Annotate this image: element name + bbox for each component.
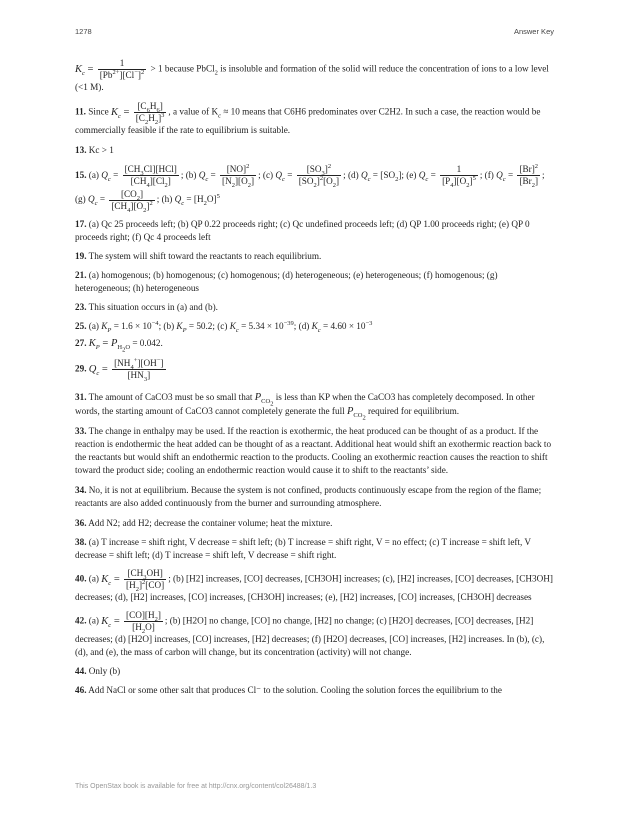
answer-21-number: 21.	[75, 269, 87, 280]
answer-33	[75, 425, 555, 477]
answer-38-number: 38.	[75, 536, 87, 547]
answer-46-number: 46.	[75, 684, 87, 695]
answer-13-number: 13.	[75, 145, 87, 155]
answer-17	[75, 218, 555, 244]
section-title: Answer Key	[513, 27, 554, 36]
answer-34-number: 34.	[75, 484, 87, 495]
answer-29-number: 29.	[75, 363, 87, 374]
answer-25-number: 25.	[75, 320, 87, 331]
answer-9-continuation: $K_c$ = $\frac{1}{[Pb^{2+}][Cl^-]^2}$ > 1 because PbCl$_2$ is insoluble and formation of the solid will reduce the concentration of ions to a low level (<1 M).	[75, 58, 549, 92]
answer-36	[75, 517, 555, 530]
answer-34-text: No, it is not at equilibrium. Because the system is not confined, products continuously escape from the region of the flame; reactants are also added continuously from the burner and surrounding atmosphere.	[75, 484, 542, 508]
answer-44-number: 44.	[75, 665, 87, 676]
answer-13-text: Kc > 1	[88, 145, 114, 155]
kc-fraction-11: $\frac{[C_6H_6]}{[C_2H_2]^3}$	[135, 101, 165, 126]
answer-42-text: (b) [H2O] no change, [CO] no change, [H2] no change; (c) [H2O] decreases, [CO] decreases, [H2] decreases; (d) [H2O] increases, [CO] increases, [H2] decreases; (f) [H2O] decreases, [CO] increases, [H2] increases. In (b), (c), (d), and (e), the mass of carbon will change, but its concentration (activity) will not change.	[75, 615, 545, 657]
answer-23-text: This situation occurs in (a) and (b).	[88, 301, 218, 312]
answer-38-text: (a) T increase = shift right, V decrease = shift left; (b) T increase = shift right, V = no effect; (c) T increase = shift left, V decrease = shift left; (d) T increase = shift left, V decrease = shift right.	[75, 536, 531, 560]
answer-15-number: 15.	[75, 170, 87, 180]
answer-40-text: (b) [H2] increases, [CO] decreases, [CH3OH] increases; (c), [H2] increases, [CO] decreases, [CH3OH] decreases; (d), [H2] increases, [CO] increases, [CH3OH] increases; (e), [H2] increases, [CO] increases, [CH3OH] decreases	[75, 573, 553, 602]
answer-46-text: Add NaCl or some other salt that produces Cl⁻ to the solution. Cooling the solution forces the equilibrium to the	[88, 684, 502, 695]
answer-27: 27. $K_P = P_{H_2O} = 0.042$.	[75, 337, 163, 354]
answer-46	[75, 684, 555, 697]
answer-19-number: 19.	[75, 250, 87, 261]
answer-23-number: 23.	[75, 301, 87, 312]
page-number: 1278	[75, 27, 92, 36]
answer-31-part2: is less than KP when the CaCO3 has completely decomposed. In other words, the starting amount of CaCO3 cannot completely generate the full	[75, 392, 535, 416]
answer-31-part1: The amount of CaCO3 must be so small that	[88, 392, 253, 403]
answer-11-rest: ≈ 10 means that C6H6 predominates over C2H2. In such a case, the reaction would be commercially feasible if the rate to equilibrium is suitable.	[75, 106, 541, 135]
answer-31-number: 31.	[75, 392, 87, 403]
answer-29: 29. $Q_c$ = $\frac{[NH_4^+][OH^-]}{[HN_3]}$	[75, 357, 164, 383]
answer-31: 31. The amount of CaCO3 must be so small that $P_{CO_2}$ is less than KP when the CaCO3 has completely decomposed. In other words, the starting amount of CaCO3 cannot completely generate the full $P_{CO_2}$ required for equilibrium.	[75, 392, 535, 421]
answer-9-text-b: is insoluble and formation of the solid will reduce the concentration of ions to a low level (<1 M).	[75, 63, 549, 92]
answer-13	[75, 144, 555, 157]
answer-44	[75, 665, 555, 678]
answer-42: 42. (a) $K_c$ = $\frac{[CO][H_2]}{[H_2O]}$ ; (b) [H2O] no change, [CO] no change, [H2] no change; (c) [H2O] decreases, [CO] decreases, [H2] decreases; (d) [H2O] increases, [CO] increases, [H2] decreases; (f) [H2O] decreases, [CO] increases, [H2] increases. In (b), (c), (d), and (e), the mass of carbon will change, but its concentration (activity) will not change.	[75, 609, 545, 657]
answer-23	[75, 301, 555, 314]
answer-19-text: The system will shift toward the reactants to reach equilibrium.	[88, 250, 322, 261]
answer-9-text-a: > 1 because PbCl	[150, 63, 215, 74]
answer-44-text: Only (b)	[88, 665, 121, 676]
kc-fraction: $\frac{1}{[Pb^{2+}][Cl^-]^2}$	[99, 58, 145, 80]
answer-42-number: 42.	[75, 615, 87, 626]
answer-33-number: 33.	[75, 425, 87, 436]
answer-11-number: 11.	[75, 106, 86, 117]
answer-25: 25. (a) $K_P = 1.6 \times 10^{-4}$; (b) $K_P = 50.2$; (c) $K_c = 5.34 \times 10^{-39}$; (d) $K_c = 4.60 \times 10^{-3}$	[75, 319, 373, 334]
answer-36-text: Add N2; add H2; decrease the container volume; heat the mixture.	[88, 517, 333, 528]
answer-11-lead: Since	[88, 106, 109, 117]
answer-19	[75, 250, 555, 263]
answer-40: 40. (a) $K_c$ = $\frac{[CH_3OH]}{[H_2]^2[CO]}$ ; (b) [H2] increases, [CO] decreases, [CH3OH] increases; (c), [H2] increases, [CO] decreases, [CH3OH] decreases; (d), [H2] increases, [CO] increases, [CH3OH] increases; (e), [H2] increases, [CO] increases, [CH3OH] decreases	[75, 567, 553, 602]
answer-33-text: The change in enthalpy may be used. If the reaction is exothermic, the heat produced can be thought of as a product. If the reaction is endothermic the heat added can be thought of as a reactant. Additional heat would shift an exothermic reaction back to the reactants but would shift an endothermic reaction to the products. Cooling an exothermic reaction causes the reaction to shift toward the product side; cooling an endothermic reaction would cause it to shift to the reactants’ side.	[75, 425, 552, 475]
answer-31-part3: required for equilibrium.	[367, 405, 460, 416]
answer-38	[75, 536, 555, 562]
answer-21	[75, 269, 555, 295]
answer-11: 11. Since $K_c$ = $\frac{[C_6H_6]}{[C_2H_2]^3}$ , a value of $K_c \approx 10$ means that C6H6 predominates over C2H2. In such a case, the reaction would be commercially feasible if the rate to equilibrium is suitable.	[75, 101, 541, 135]
answer-34	[75, 484, 555, 510]
answer-key-body	[75, 58, 555, 697]
answer-36-number: 36.	[75, 517, 87, 528]
answer-27-number: 27.	[75, 337, 87, 348]
answer-11-mid: a value of K	[172, 106, 219, 117]
answer-15: 15. (a) $Q_c$ = $\frac{[CH_3Cl][HCl]}{[CH_4][Cl_2]}$ ; (b) $Q_c$ = $\frac{[NO]^2}{[N_2][O_2]}$ ; (c) $Q_c$ = $\frac{[SO_3]^2}{[SO_2]^2[O_2]}$ ; (d) $Q_c = [SO_2]$; (e) $Q_c$ = $\frac{1}{[P_4][O_2]^5}$ ; (f) $Q_c$ = $\frac{[Br]^2}{[Br_2]}$ ; (g) $Q_c$ = $\frac{[CO_2]}{[CH_4][O_2]^2}$ ; (h) $Q_c = [H_2O]^5$	[75, 163, 545, 214]
answer-17-number: 17.	[75, 218, 87, 229]
answer-17-text: (a) Qc 25 proceeds left; (b) QP 0.22 proceeds right; (c) Qc undefined proceeds left; (d) QP 1.00 proceeds right; (e) QP 0 proceeds right; (f) Qc 4 proceeds left	[75, 218, 530, 242]
answer-21-text: (a) homogenous; (b) homogenous; (c) homogenous; (d) heterogeneous; (e) heterogeneous; (f) homogenous; (g) heterogeneous; (h) heterogeneous	[75, 269, 498, 293]
answer-40-number: 40.	[75, 573, 87, 584]
footer-text: This OpenStax book is available for free at http://cnx.org/content/col26488/1.3	[75, 783, 317, 790]
